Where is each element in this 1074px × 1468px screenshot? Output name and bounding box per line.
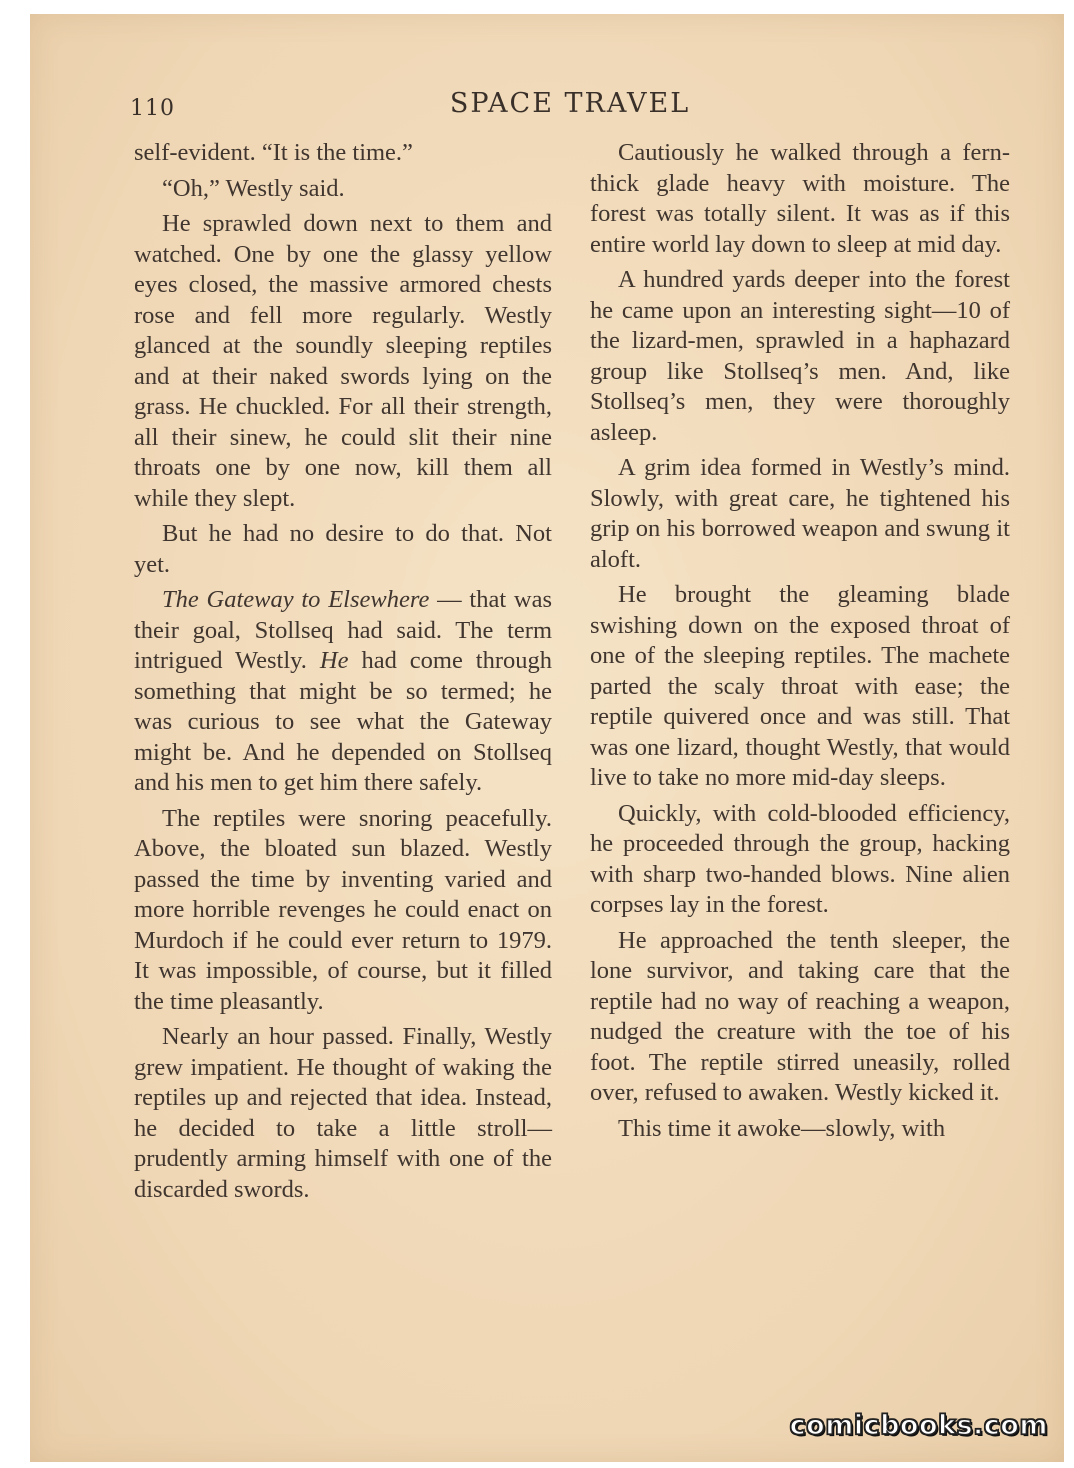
- paragraph: A hundred yards deeper into the forest he came upon an interesting sight—10 of the lizard-men, sprawled in a haphazard group like Stollseq’s men. And, like Stollseq’s men, they were thoroughly asleep.: [590, 266, 1010, 446]
- paragraph: He sprawled down next to them and watched. One by one the glassy yellow eyes closed, the massive armored chests rose and fell more regularly. Westly glanced at the soundly sleeping reptiles and at their naked swords lying on the grass. He chuckled. For all their strength, all their sinew, he could slit their nine throats one by one now, kill them all while they slept.: [134, 210, 552, 512]
- right-column: [590, 138, 1010, 1149]
- paragraph: Cautiously he walked through a fern-thick glade heavy with moisture. The forest was totally silent. It was as if this entire world lay down to sleep at mid day.: [590, 139, 1010, 258]
- paragraph: He brought the gleaming blade swishing down on the exposed throat of one of the sleeping reptiles. The machete parted the scaly throat with ease; the reptile quivered once and was still. That was one lizard, thought Westly, that would live to take no more mid-day sleeps.: [590, 581, 1010, 791]
- paragraph-text: — that was their goal, Stollseq had said. The term intrigued Westly.: [134, 586, 553, 674]
- running-title: SPACE TRAVEL: [449, 88, 691, 119]
- italic-title: The Gateway to Elsewhere: [162, 586, 430, 613]
- italic-word: He: [319, 647, 349, 674]
- paragraph: He approached the tenth sleeper, the lone survivor, and taking care that the reptile had no way of reaching a weapon, nudged the creature with the toe of his foot. The reptile stirred uneasily, rolled over, refused to awaken. Westly kicked it.: [590, 926, 1010, 1106]
- paragraph: Nearly an hour passed. Finally, Westly grew impatient. He thought of waking the reptiles up and rejected that idea. Instead, he decided to take a little stroll—prudently arming himself with one of the discarded swords.: [134, 1023, 552, 1203]
- paragraph: This time it awoke—slowly, with: [618, 1114, 946, 1142]
- paragraph: self-evident. “It is the time.”: [134, 139, 413, 166]
- paragraph-text: had come through something that might be so termed; he was curious to see what the Gateway might be. And he depended on Stollseq and his men to get him there safely.: [134, 647, 553, 796]
- paragraph: “Oh,” Westly said.: [162, 174, 345, 202]
- watermark-logo: comicbooks.com: [789, 1410, 1048, 1441]
- book-page: [30, 14, 1064, 1462]
- paragraph: But he had no desire to do that. Not yet.: [134, 520, 552, 578]
- left-column: [134, 138, 552, 1210]
- paragraph: Quickly, with cold-blooded efficiency, he proceeded through the group, hacking with sharp two-handed blows. Nine alien corpses lay in the forest.: [590, 799, 1010, 918]
- paragraph: [134, 585, 552, 799]
- page-header: [130, 84, 1010, 134]
- paragraph: A grim idea formed in Westly’s mind. Slowly, with great care, he tightened his grip on his borrowed weapon and swung it aloft.: [590, 454, 1010, 573]
- page-number: 110: [130, 96, 175, 121]
- paragraph: The reptiles were snoring peacefully. Above, the bloated sun blazed. Westly passed the time by inventing varied and more horrible revenges he could enact on Murdoch if he could ever return to 1979. It was impossible, of course, but it filled the time pleasantly.: [134, 804, 552, 1015]
